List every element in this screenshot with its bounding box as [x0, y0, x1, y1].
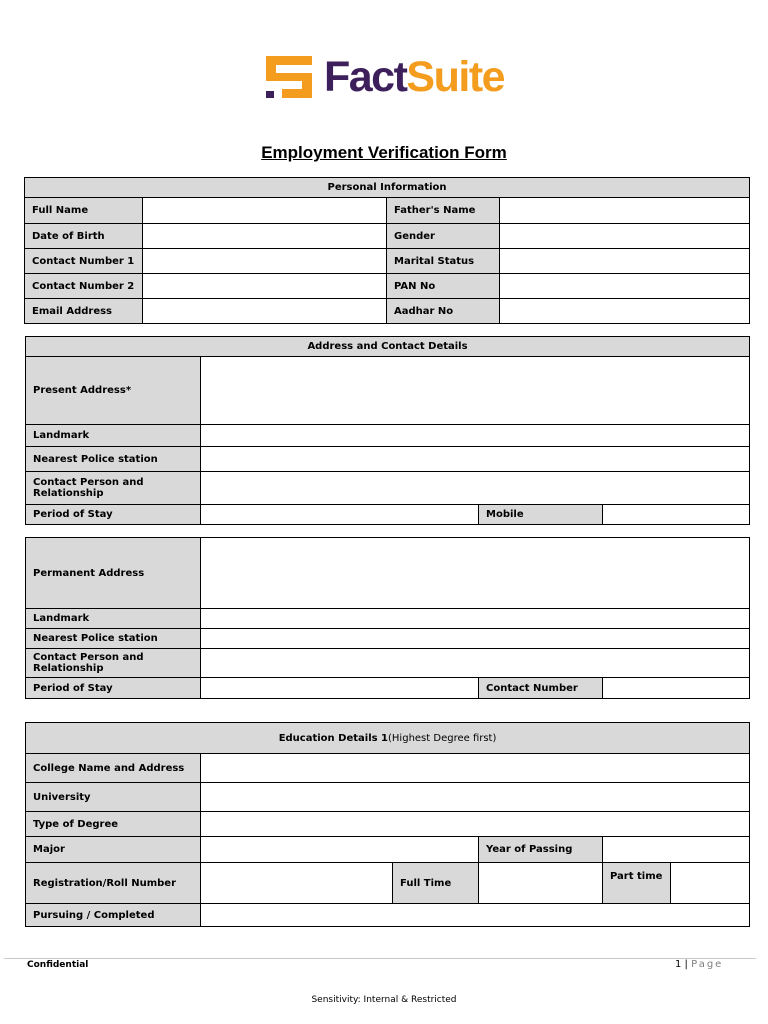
- contact-number-2-field[interactable]: [143, 274, 387, 299]
- permanent-address-label: Permanent Address: [26, 538, 201, 609]
- mobile-label: Mobile: [479, 505, 603, 525]
- college-name-field[interactable]: [201, 754, 750, 783]
- permanent-period-of-stay-field[interactable]: [201, 678, 479, 699]
- present-contact-person-field[interactable]: [201, 472, 750, 505]
- registration-number-label: Registration/Roll Number: [26, 863, 201, 904]
- marital-status-label: Marital Status: [387, 249, 500, 274]
- sensitivity-label: Sensitivity: Internal & Restricted: [311, 995, 457, 1005]
- gender-label: Gender: [387, 224, 500, 249]
- present-address-field[interactable]: [201, 357, 750, 425]
- full-name-field[interactable]: [143, 198, 387, 224]
- type-of-degree-field[interactable]: [201, 812, 750, 837]
- present-police-station-field[interactable]: [201, 447, 750, 472]
- address-contact-table: [25, 336, 750, 525]
- confidential-label: Confidential: [27, 960, 89, 970]
- email-address-field[interactable]: [143, 299, 387, 324]
- university-label: University: [26, 783, 201, 812]
- permanent-address-field[interactable]: [201, 538, 750, 609]
- contact-number-label: Contact Number: [479, 678, 603, 699]
- college-name-label: College Name and Address: [26, 754, 201, 783]
- full-name-label: Full Name: [25, 198, 143, 224]
- email-address-label: Email Address: [25, 299, 143, 324]
- education-header-title: Education Details 1: [278, 732, 389, 744]
- year-of-passing-field[interactable]: [603, 837, 750, 863]
- personal-information-table: [24, 177, 750, 324]
- date-of-birth-label: Date of Birth: [25, 224, 143, 249]
- pan-no-field[interactable]: [500, 274, 750, 299]
- present-address-label: Present Address*: [26, 357, 201, 425]
- mobile-field[interactable]: [603, 505, 750, 525]
- brand-wordmark: FactSuite: [324, 53, 505, 101]
- marital-status-field[interactable]: [500, 249, 750, 274]
- permanent-contact-person-label: Contact Person and Relationship: [26, 649, 201, 678]
- page-number: [675, 959, 723, 970]
- present-period-of-stay-label: Period of Stay: [26, 505, 201, 525]
- pan-no-label: PAN No: [387, 274, 500, 299]
- aadhar-no-label: Aadhar No: [387, 299, 500, 324]
- fathers-name-field[interactable]: [500, 198, 750, 224]
- present-period-of-stay-field[interactable]: [201, 505, 479, 525]
- present-landmark-field[interactable]: [201, 425, 750, 447]
- contact-number-1-field[interactable]: [143, 249, 387, 274]
- present-contact-person-label: Contact Person and Relationship: [26, 472, 201, 505]
- fathers-name-label: Father's Name: [387, 198, 500, 224]
- registration-number-field[interactable]: [201, 863, 393, 904]
- university-field[interactable]: [201, 783, 750, 812]
- personal-information-header: Personal Information: [25, 178, 750, 198]
- permanent-landmark-field[interactable]: [201, 609, 750, 629]
- contact-number-2-label: Contact Number 2: [25, 274, 143, 299]
- address-contact-header: Address and Contact Details: [26, 337, 750, 357]
- permanent-period-of-stay-label: Period of Stay: [26, 678, 201, 699]
- permanent-landmark-label: Landmark: [26, 609, 201, 629]
- education-details-header: [26, 723, 750, 754]
- part-time-field[interactable]: [671, 863, 750, 904]
- type-of-degree-label: Type of Degree: [26, 812, 201, 837]
- permanent-address-table: [25, 537, 750, 699]
- permanent-contact-person-field[interactable]: [201, 649, 750, 678]
- major-field[interactable]: [201, 837, 479, 863]
- pursuing-completed-label: Pursuing / Completed: [26, 904, 201, 927]
- gender-field[interactable]: [500, 224, 750, 249]
- footer-divider: [4, 958, 756, 959]
- education-header-note: (Highest Degree first): [388, 732, 497, 744]
- aadhar-no-field[interactable]: [500, 299, 750, 324]
- contact-number-field[interactable]: [603, 678, 750, 699]
- permanent-police-station-label: Nearest Police station: [26, 629, 201, 649]
- full-time-label: Full Time: [393, 863, 479, 904]
- pursuing-completed-field[interactable]: [201, 904, 750, 927]
- page-number-value: 1: [675, 959, 682, 970]
- page-word: Page: [691, 959, 724, 970]
- full-time-field[interactable]: [479, 863, 603, 904]
- part-time-label: Part time: [603, 863, 671, 904]
- major-label: Major: [26, 837, 201, 863]
- present-landmark-label: Landmark: [26, 425, 201, 447]
- present-police-station-label: Nearest Police station: [26, 447, 201, 472]
- page-separator: |: [681, 959, 692, 970]
- permanent-police-station-field[interactable]: [201, 629, 750, 649]
- year-of-passing-label: Year of Passing: [479, 837, 603, 863]
- contact-number-1-label: Contact Number 1: [25, 249, 143, 274]
- date-of-birth-field[interactable]: [143, 224, 387, 249]
- education-details-table: [25, 722, 750, 927]
- form-title: Employment Verification Form: [261, 143, 507, 162]
